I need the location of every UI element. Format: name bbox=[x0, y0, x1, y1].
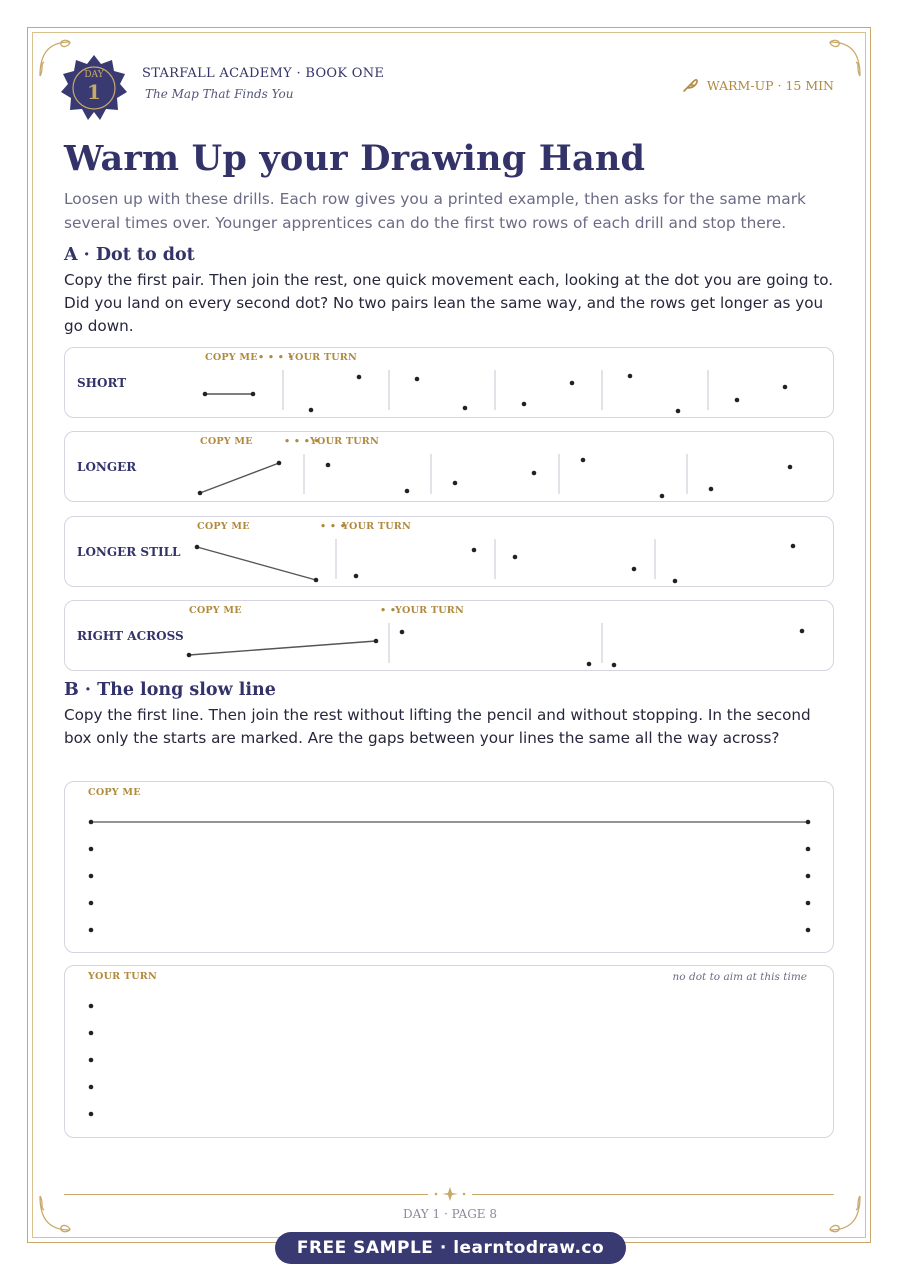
row-label: LONGER bbox=[77, 460, 137, 474]
badge-day-label: DAY bbox=[84, 70, 104, 80]
your-turn-tag: YOUR TURN bbox=[288, 352, 357, 363]
long-line-your-turn-box bbox=[64, 965, 834, 1138]
separator-dots: • • bbox=[380, 605, 397, 616]
drill-row-longer-marks[interactable] bbox=[65, 432, 835, 503]
day-badge bbox=[60, 54, 128, 122]
section-a-title: A · Dot to dot bbox=[64, 245, 195, 265]
drill-row-right-across-marks[interactable] bbox=[65, 601, 835, 672]
drill-row-short bbox=[64, 347, 834, 418]
section-b-title: B · The long slow line bbox=[64, 680, 276, 700]
feather-icon bbox=[681, 76, 699, 94]
drill-row-right-across bbox=[64, 600, 834, 671]
page-title: Warm Up your Drawing Hand bbox=[64, 138, 646, 179]
your-turn-tag: YOUR TURN bbox=[88, 971, 157, 982]
corner-flourish-top-right bbox=[820, 36, 864, 80]
separator-dots: • • • • bbox=[258, 352, 294, 363]
drill-row-longer-still-marks[interactable] bbox=[65, 517, 835, 588]
series-title: STARFALL ACADEMY · BOOK ONE bbox=[142, 66, 385, 81]
footer-rule-left bbox=[64, 1194, 428, 1195]
long-line-copy-box bbox=[64, 781, 834, 953]
drill-row-short-marks[interactable] bbox=[65, 348, 835, 419]
separator-dots: • • • bbox=[320, 521, 347, 532]
section-b-body: Copy the first line. Then join the rest without lifting the pencil and without stopping. In the second box only the starts are marked. Are the gaps between your lines the same all the way across? bbox=[64, 706, 811, 747]
page-number: DAY 1 · PAGE 8 bbox=[402, 1207, 498, 1221]
your-turn-tag: YOUR TURN bbox=[310, 436, 379, 447]
footer-star-icon bbox=[428, 1185, 472, 1203]
your-turn-tag: YOUR TURN bbox=[395, 605, 464, 616]
badge-day-number: 1 bbox=[87, 80, 101, 104]
long-line-copy-marks[interactable] bbox=[65, 782, 835, 954]
copy-me-tag: COPY ME bbox=[200, 436, 253, 447]
warm-up-label bbox=[681, 76, 834, 94]
long-line-your-turn-marks[interactable] bbox=[65, 966, 835, 1139]
footer-rule-right bbox=[472, 1194, 834, 1195]
row-label: SHORT bbox=[77, 376, 127, 390]
row-label: LONGER STILL bbox=[77, 545, 181, 559]
copy-me-tag: COPY ME bbox=[88, 787, 141, 798]
drill-row-longer bbox=[64, 431, 834, 502]
copy-me-tag: COPY ME bbox=[197, 521, 250, 532]
row-label: RIGHT ACROSS bbox=[77, 629, 184, 643]
book-subtitle: The Map That Finds You bbox=[145, 87, 294, 101]
no-dot-note: no dot to aim at this time bbox=[672, 971, 807, 983]
free-sample-banner[interactable]: FREE SAMPLE · learntodraw.co bbox=[275, 1232, 626, 1264]
separator-dots: • • • • bbox=[284, 436, 320, 447]
your-turn-tag: YOUR TURN bbox=[342, 521, 411, 532]
intro-text: Loosen up with these drills. Each row gives you a printed example, then asks for the same mark several times over. Younger apprentices can do the first two rows of each drill and stop there. bbox=[64, 190, 806, 232]
copy-me-tag: COPY ME bbox=[205, 352, 258, 363]
drill-row-longer-still bbox=[64, 516, 834, 587]
warm-up-text: WARM-UP · 15 MIN bbox=[706, 77, 834, 93]
section-a-body: Copy the first pair. Then join the rest, one quick movement each, looking at the dot you are going to. Did you land on every second dot? No two pairs lean the same way, and the rows get longer as you go down. bbox=[64, 271, 834, 335]
copy-me-tag: COPY ME bbox=[189, 605, 242, 616]
